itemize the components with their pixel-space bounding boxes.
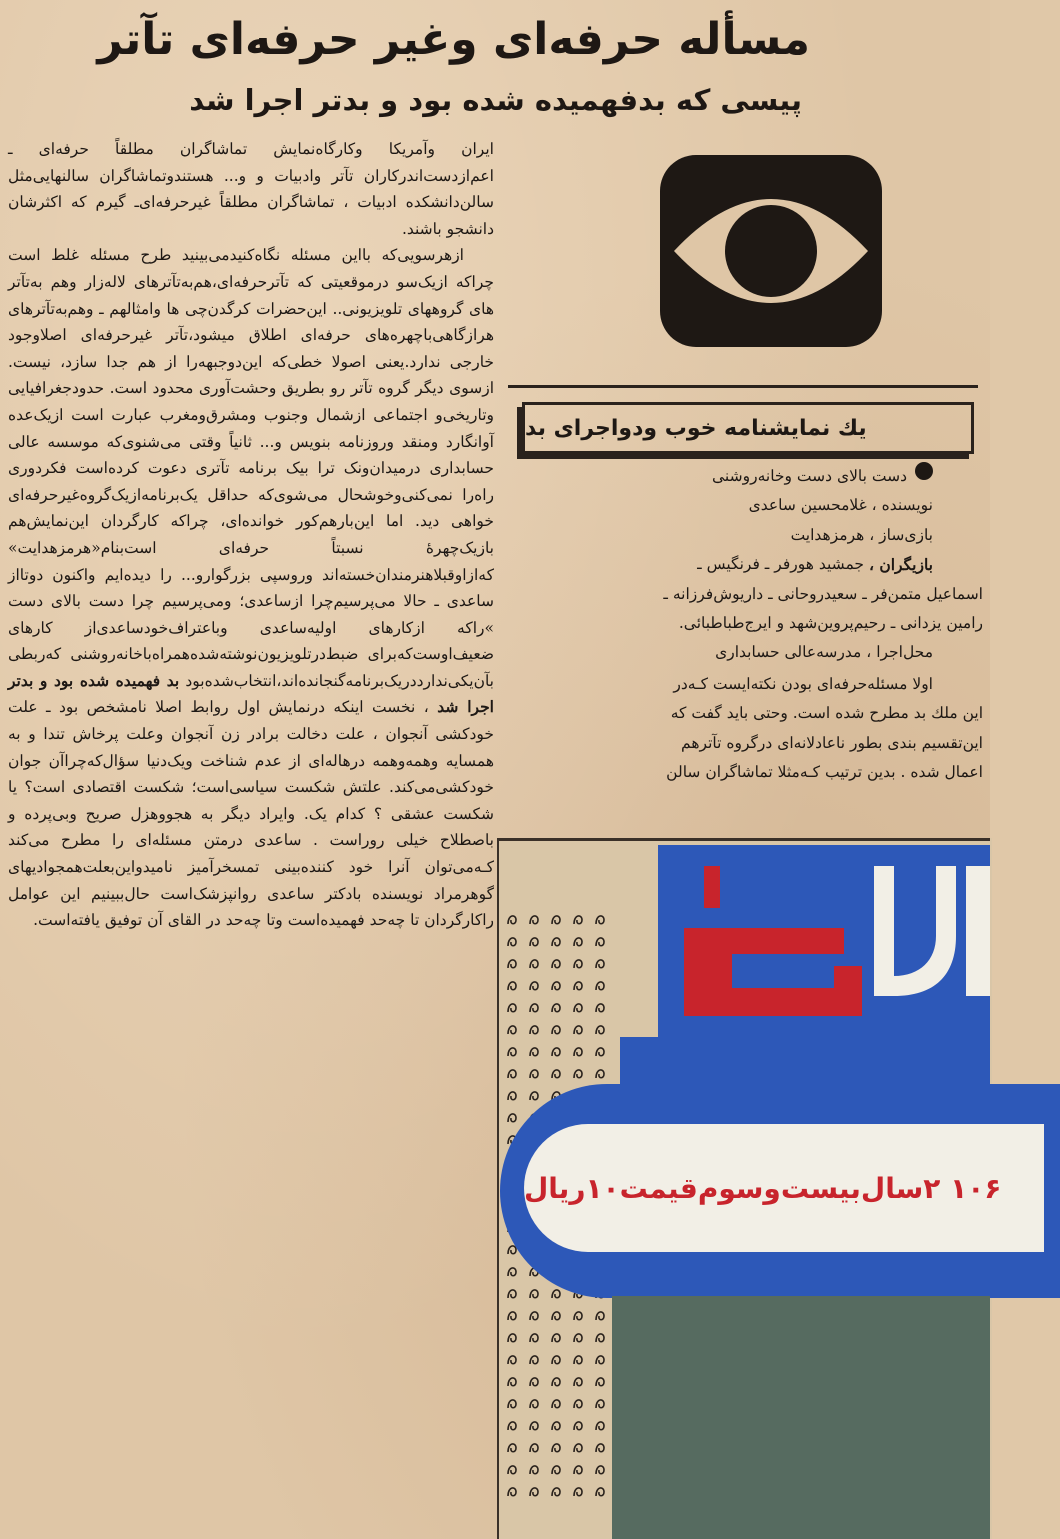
article-paragraph-text: ، نخست اینکه درنمایش اول روابط اصلا نامشخص بود ـ علت خودکشی آنجوان ، علت دخالت برادر زن آنجوان وعلت پرخاش تندا و به همسایه وهمه‌وهمه درهاله‌ای از عدم شناخت ویک‌دنیا سؤال‌که‌چراآن جوان خودکشی‌می‌کند. علتش شکست سیاسی‌است؛ شکست اقتصادی است؟ یا شکست عشقی ؟ کدام یک. وایراد دیگر به هجووهزل صریح وبی‌پرده و باصطلاح خیلی روراست . ساعدی درمتن مسئله‌ای را مطرح می‌کند کـه‌می‌توان آنرا خود کننده‌بینی تمسخرآمیز نامیدواین‌بعلت‌همجوادیهای گوهرمراد نویسنده بادکتر ساعدی روانپزشک‌است حال‌ببینیم این عوامل راکارگردان تا چه‌حد فهمیده‌است وتا چه‌حد در القای آن توفیق یافته‌است.	[8, 698, 494, 930]
cover-issue-banner	[524, 1124, 1044, 1252]
cover-masthead-letters	[684, 866, 990, 1024]
section-divider	[508, 385, 978, 388]
subheadline: پیسی که بدفهمیده شده بود و بدتر اجرا شد	[189, 83, 802, 117]
cover-green-panel	[612, 1296, 990, 1539]
article-body	[8, 136, 494, 1536]
credit-cast-line: رامین یزدانی ـ رحیم‌پروین‌شهد و ایرج‌طباطبائی.	[678, 614, 983, 633]
bullet-icon	[915, 462, 933, 480]
issue-info: ۱۰۶ ۲سال‌بیست‌وسوم‌قیمت۱۰ریال	[524, 1171, 1002, 1205]
eye-icon	[660, 155, 882, 347]
credit-play: دست بالای دست وخانه‌روشنی	[503, 462, 983, 491]
article-paragraph-text: ازهرسویی‌که بااین مسئله نگاه‌کنیدمی‌بینید طرح مسئله غلط است چراکه ازیک‌سو درموقعیتی که تآترحرفه‌ای،هم‌به‌تآترهای لاله‌زار وهم به‌تآتر های گروههای تلویزیونی.. این‌حضرات کرگدن‌چی ها وامثالهم ـ وهم‌به‌تآترهای هرازگاهی‌باچهره‌های حرفه‌ای اطلاق میشود،تآتر غیرحرفه‌ای اصلاوجود خارجی ندارد.یعنی اصولا خطی‌که این‌دوجبهه‌را از هم جدا سازد، نیست. ازسوی دیگر گروه تآتر رو بطریق وحشت‌آوری محدود است. حدودجغرافیایی وتاریخی‌و اجتماعی ازشمال وجنوب ومشرق‌ومغرب عبارت است ازیک‌عده آوانگارد ومنقد وروزنامه بنویس و... ثانیاً وقتی می‌شنوی‌که موسسه عالی حسابداری درمیدان‌ونک ترا بیک برنامه تآتری دعوت کرده‌است فکردوری راه‌را نمی‌کنی‌وخوشحال می‌شوی‌که حداقل یک‌برنامه‌ازیک‌گروه‌غیرحرفه‌ای خواهی دید. اما این‌بارهم‌کور خوانده‌ای، چراکه کارگردان این‌نمایش‌هم بازیک‌چهرهٔ نسبتاً حرفه‌ای است‌بنام«هرمزهدایت» که‌ازاوقبلاهنرمندان‌خسته‌اند وروسپی بزرگوارو... را دیده‌ایم واکنون دوتااز ساعدی ـ حالا می‌پرسیم‌چرا ازساعدی؛ ومی‌پرسیم چرا دست بالای دست »راکه ازکارهای اولیه‌ساعدی وباعتراف‌خودساعدی‌از کارهای ضعیف‌اوست‌که‌برای ضبط‌درتلویزیون‌نوشته‌شده‌همراه‌باخانه‌روشنی که‌ربطی بآن‌یکی‌ندارددریک‌برنامه‌گنجانده‌اند،انتخاب‌شده‌بود	[8, 246, 494, 690]
article-bold-phrase: بد فهمیده شده بود و بدتر اجرا شد	[8, 670, 494, 717]
credit-cast-line: اسماعیل متمن‌فر ـ سعیدروحانی ـ داریوش‌فرزانه ـ	[663, 584, 983, 603]
headline: مسأله حرفه‌ای وغیر حرفه‌ای تآتر	[97, 14, 810, 65]
article-paragraph	[8, 242, 494, 933]
review-box-title: یك نمایشنامه خوب ودواجرای بد	[522, 402, 974, 454]
credit-venue: محل‌اجرا ، مدرسه‌عالی حسابداری	[715, 643, 933, 662]
credit-cast: بازیگران ، جمشید هورفر ـ فرنگیس ـ	[697, 555, 933, 575]
review-credits	[503, 462, 983, 787]
review-text: اولا مسئله‌حرفه‌ای بودن نکته‌ایست کـه‌در این ملك بد مطرح شده است. وحتی باید گفت که این‌تقسیم بندی بطور ناعادلانه‌ای درگروه تآترهم اعمال شده . بدین ترتیب کـه‌مثلا تماشاگران سالن	[666, 674, 983, 782]
credit-writer: نویسنده ، غلامحسین ساعدی	[748, 496, 933, 515]
article-paragraph: ایران وآمریکا وکارگاه‌نمایش تماشاگران مطلقاً حرفه‌ای ـ اعم‌ازدست‌اندرکاران تآتر وادبیات و و... هستندوتماشاگران سالنهایی‌مثل سالن‌دانشکده ادبیات ، تماشاگران مطلقاً غیرحرفه‌ای‌ـ گیرم که اکثرشان دانشجو باشند.	[8, 140, 494, 238]
cover-border	[497, 838, 990, 841]
credit-director: بازی‌ساز ، هرمزهدایت	[790, 525, 933, 544]
